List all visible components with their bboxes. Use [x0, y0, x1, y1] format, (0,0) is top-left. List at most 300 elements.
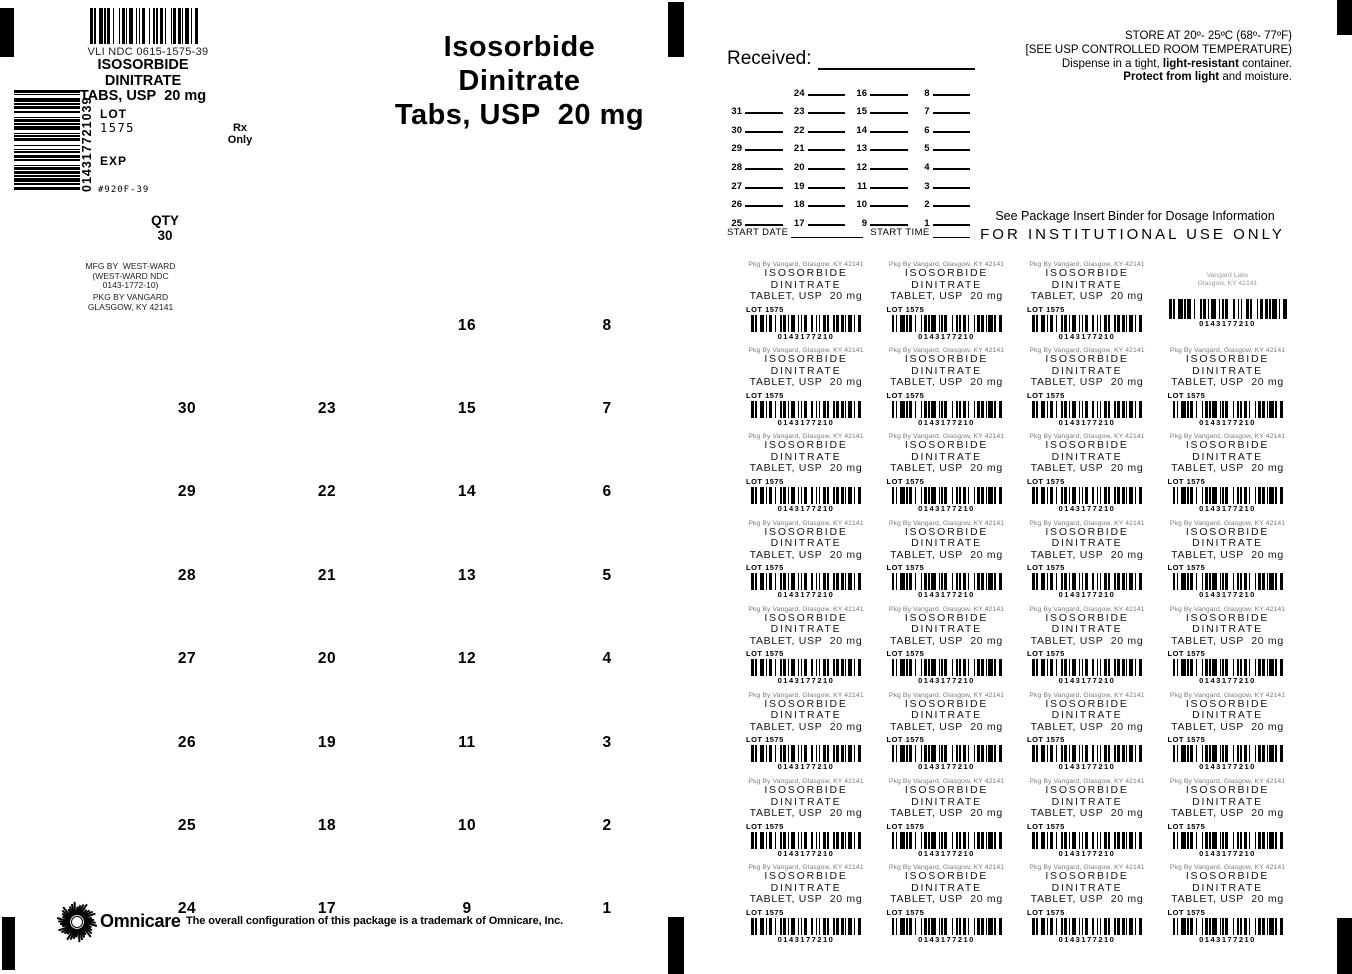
unit-drug-strength-line: TABLET, USP 20 mg — [1030, 376, 1144, 389]
unit-dose-label — [1160, 344, 1296, 430]
day-number: 5 — [924, 143, 930, 155]
schedule-cell — [785, 106, 848, 117]
pkg-by-line: Pkg By Vangard, Glasgow, KY 42141 — [748, 347, 864, 355]
rx-line: Only — [227, 134, 253, 146]
day-number: 26 — [731, 199, 742, 211]
start-date-time-row — [727, 227, 970, 238]
pkg-by-line: Pkg By Vangard, Glasgow, KY 42141 — [1169, 778, 1286, 786]
product-name-line: ISOSORBIDE — [97, 57, 189, 73]
blister-number: 16 — [457, 316, 477, 334]
unit-dose-label — [1160, 689, 1296, 775]
blister-number: 23 — [317, 400, 337, 418]
blister-number: 12 — [457, 650, 477, 668]
schedule-row — [722, 80, 972, 99]
unit-barcode — [892, 573, 1002, 590]
pkg-by-line: Pkg By Vangard, Glasgow, KY 42141 — [1029, 605, 1145, 613]
blister-number: 30 — [177, 400, 197, 418]
pkg-by-line: Pkg By Vangard, Glasgow, KY 42141 — [1169, 691, 1286, 699]
unit-dose-label — [879, 517, 1015, 603]
title-line: Dinitrate — [458, 65, 581, 97]
unit-barcode-number: 0143177210 — [777, 417, 835, 427]
fill-in-line — [808, 94, 846, 96]
pkg-by-line: Pkg By Vangard, Glasgow, KY 42141 — [1029, 261, 1145, 268]
blister-number: 4 — [602, 650, 612, 668]
unit-lot: LOT 1575 — [1167, 821, 1206, 831]
unit-drug-name-line: DINITRATE — [770, 795, 842, 808]
schedule-cell — [847, 162, 910, 173]
schedule-cell — [722, 106, 785, 117]
fill-in-line — [808, 168, 846, 170]
fill-in-line — [745, 205, 783, 207]
barcode-bar — [999, 487, 1002, 504]
unit-drug-name-line: ISOSORBIDE — [764, 784, 848, 797]
schedule-cell — [785, 162, 848, 173]
unit-dose-label — [1019, 430, 1155, 516]
schedule-row — [722, 136, 972, 155]
unit-drug-strength-line: TABLET, USP 20 mg — [890, 548, 1003, 561]
pkg-by-line: Pkg By Vangard, Glasgow, KY 42141 — [748, 778, 864, 786]
day-number: 15 — [856, 106, 867, 118]
pkg-by-line: Pkg By Vangard, Glasgow, KY 42141 — [888, 864, 1005, 872]
fill-in-line — [870, 131, 908, 133]
storage-line — [960, 71, 1292, 85]
barcode-bar — [858, 659, 861, 676]
day-number: 2 — [924, 199, 930, 211]
schedule-row — [722, 154, 972, 173]
barcode-bar — [1280, 832, 1283, 849]
blister-number: 11 — [458, 733, 476, 751]
unit-dose-label — [738, 603, 874, 689]
fill-in-line — [933, 131, 971, 133]
unit-dose-label — [1019, 517, 1155, 603]
vangard-labs-label — [1160, 258, 1296, 344]
unit-dose-label — [1160, 430, 1296, 516]
unit-barcode — [751, 659, 861, 676]
schedule-cell — [785, 181, 848, 192]
unit-drug-name-line: DINITRATE — [770, 364, 842, 377]
unit-barcode — [892, 401, 1002, 418]
unit-barcode-number: 0143177210 — [1058, 848, 1116, 858]
schedule-cell — [910, 162, 973, 173]
unit-drug-name-line: DINITRATE — [1192, 537, 1263, 550]
unit-drug-name-line: ISOSORBIDE — [1045, 784, 1129, 797]
fill-in-line — [870, 205, 908, 207]
unit-barcode — [892, 659, 1002, 676]
unit-barcode — [1173, 832, 1283, 849]
unit-barcode — [751, 487, 861, 504]
unit-drug-strength-line: TABLET, USP 20 mg — [890, 290, 1003, 302]
day-number: 25 — [731, 217, 742, 229]
unit-drug-strength-line: TABLET, USP 20 mg — [1030, 893, 1144, 906]
rx-line: Rx — [232, 122, 248, 134]
schedule-cell — [847, 106, 910, 117]
day-number: 20 — [793, 161, 805, 173]
blister-number: 14 — [457, 483, 477, 501]
unit-drug-name-line: ISOSORBIDE — [904, 870, 989, 883]
unit-barcode — [1173, 573, 1283, 590]
barcode-bar — [1280, 659, 1283, 676]
unit-drug-name-line: DINITRATE — [911, 537, 982, 550]
unit-barcode-number: 0143177210 — [1199, 503, 1256, 513]
unit-barcode-number: 0143177210 — [918, 331, 975, 341]
unit-dose-label — [879, 775, 1015, 861]
fill-in-line — [808, 224, 846, 226]
barcode-bar — [1283, 299, 1286, 319]
title-line: Tabs, USP 20 mg — [394, 99, 645, 131]
dose-schedule-grid — [722, 80, 972, 229]
mfg-line: (WEST-WARD NDC — [92, 270, 169, 281]
unit-drug-name-line: ISOSORBIDE — [1185, 439, 1270, 452]
unit-dose-label — [879, 689, 1015, 775]
unit-drug-name-line: ISOSORBIDE — [1185, 525, 1270, 538]
schedule-cell — [785, 199, 848, 210]
schedule-row — [722, 173, 972, 192]
schedule-cell — [847, 199, 910, 210]
fill-in-line — [808, 112, 846, 114]
blister-number: 17 — [317, 900, 337, 918]
fill-in-line — [808, 187, 846, 189]
unit-drug-name-line: DINITRATE — [911, 795, 982, 808]
unit-barcode — [892, 832, 1002, 849]
qty-label: QTY — [151, 213, 179, 228]
barcode-bar — [999, 315, 1002, 332]
blister-number: 6 — [602, 483, 612, 501]
storage-text: Dispense in a tight, — [1061, 57, 1163, 70]
unit-drug-strength-line: TABLET, USP 20 mg — [1171, 720, 1284, 733]
schedule-cell — [910, 143, 973, 154]
unit-barcode-number: 0143177210 — [918, 934, 975, 944]
blister-number — [117, 284, 257, 367]
dosage-note: See Package Insert Binder for Dosage Information — [995, 209, 1275, 223]
fill-in-line — [808, 149, 846, 151]
unit-barcode — [1032, 832, 1142, 849]
barcode-bar — [999, 832, 1002, 849]
unit-barcode-number: 0143177210 — [777, 762, 835, 772]
unit-dose-label — [738, 344, 874, 430]
blister-number: 25 — [177, 817, 197, 835]
barcode-bar — [999, 659, 1002, 676]
unit-drug-name-line: ISOSORBIDE — [1185, 611, 1270, 624]
mfg-line: 0143-1772-10) — [102, 280, 159, 290]
blister-number: 1 — [602, 900, 612, 918]
day-number: 8 — [924, 87, 930, 99]
unit-drug-name-line: DINITRATE — [770, 623, 842, 636]
unit-dose-label — [1019, 258, 1155, 344]
pkg-by-line: Pkg By Vangard, Glasgow, KY 42141 — [1169, 864, 1286, 872]
unit-dose-label — [879, 344, 1015, 430]
unit-lot: LOT 1575 — [886, 907, 925, 917]
barcode-bar — [1280, 573, 1283, 590]
blister-number: 19 — [317, 733, 337, 751]
product-name-line: TABS, USP 20 mg — [79, 88, 207, 104]
unit-drug-name-line: ISOSORBIDE — [904, 353, 989, 366]
unit-barcode-number: 0143177210 — [1058, 503, 1116, 513]
blister-number: 21 — [317, 566, 337, 584]
schedule-row — [722, 99, 972, 118]
mfg-line: MFG BY WEST-WARD — [85, 261, 176, 271]
fill-in-line — [870, 187, 908, 189]
fill-in-line — [808, 131, 846, 133]
blister-number: 8 — [602, 316, 612, 334]
pkg-by-line: Pkg By Vangard, Glasgow, KY 42141 — [888, 347, 1005, 355]
unit-barcode-number: 0143177210 — [1199, 934, 1256, 944]
registration-mark-top-right — [1337, 0, 1352, 35]
unit-drug-strength-line: TABLET, USP 20 mg — [890, 720, 1003, 733]
pkg-by-line: Pkg By Vangard, Glasgow, KY 42141 — [748, 261, 864, 268]
day-number: 6 — [924, 124, 930, 136]
blister-number: 7 — [602, 400, 612, 418]
fill-in-line — [745, 131, 783, 133]
unit-lot: LOT 1575 — [746, 563, 784, 573]
unit-barcode — [751, 315, 861, 332]
title-line: Isosorbide — [443, 31, 596, 63]
unit-barcode-number: 0143177210 — [1058, 676, 1116, 686]
day-number: 29 — [731, 143, 742, 155]
side-barcode-wrap — [14, 90, 80, 190]
pkg-by-line: Pkg By Vangard, Glasgow, KY 42141 — [748, 864, 864, 872]
blister-number: 22 — [317, 483, 337, 501]
unit-drug-strength-line: TABLET, USP 20 mg — [890, 462, 1003, 475]
schedule-cell — [847, 88, 910, 99]
day-number: 14 — [856, 124, 867, 136]
lot-value: 1575 — [100, 121, 135, 135]
storage-line: STORE AT 20º- 25ºC (68º- 77ºF) — [1125, 30, 1292, 42]
unit-barcode-number: 0143177210 — [1199, 762, 1256, 772]
unit-lot: LOT 1575 — [746, 821, 784, 831]
schedule-cell — [847, 125, 910, 136]
storage-instructions — [960, 30, 1292, 85]
unit-drug-name-line: ISOSORBIDE — [904, 611, 989, 624]
unit-dose-label — [1019, 861, 1155, 947]
pkg-by-line: Pkg By Vangard, Glasgow, KY 42141 — [748, 691, 864, 699]
vangard-line: Vangard Labs — [1206, 272, 1249, 279]
day-number: 28 — [731, 161, 742, 173]
pkg-by-line: Pkg By Vangard, Glasgow, KY 42141 — [1029, 864, 1145, 872]
unit-dose-label — [1160, 861, 1296, 947]
unit-barcode — [1173, 659, 1283, 676]
day-number: 31 — [731, 106, 742, 118]
barcode-bar — [858, 315, 861, 332]
unit-drug-name-line: DINITRATE — [1192, 450, 1263, 463]
unit-drug-name-line: DINITRATE — [770, 709, 842, 722]
unit-barcode-number: 0143177210 — [1199, 319, 1256, 328]
unit-barcode-number: 0143177210 — [1199, 590, 1256, 600]
unit-dose-label — [1019, 775, 1155, 861]
fill-in-line — [870, 149, 908, 151]
pkg-by-line: Pkg By Vangard, Glasgow, KY 42141 — [1029, 433, 1145, 441]
unit-dose-label — [879, 603, 1015, 689]
pkg-by-line: Pkg By Vangard, Glasgow, KY 42141 — [888, 261, 1005, 268]
unit-lot: LOT 1575 — [886, 735, 925, 745]
fill-in-line — [870, 112, 908, 114]
registration-mark-top-center — [668, 2, 684, 57]
unit-lot: LOT 1575 — [1027, 390, 1065, 400]
unit-drug-name-line: ISOSORBIDE — [904, 439, 989, 452]
blister-number: 15 — [457, 400, 477, 418]
unit-barcode-number: 0143177210 — [777, 331, 835, 341]
pkg-by-line: Pkg By Vangard, Glasgow, KY 42141 — [1169, 433, 1286, 441]
fill-in-line — [745, 149, 783, 151]
unit-lot: LOT 1575 — [886, 390, 925, 400]
day-number: 9 — [861, 217, 867, 229]
day-number: 13 — [856, 143, 867, 155]
unit-drug-strength-line: TABLET, USP 20 mg — [749, 462, 863, 475]
unit-barcode — [751, 832, 861, 849]
schedule-cell — [722, 125, 785, 136]
unit-drug-strength-line: TABLET, USP 20 mg — [749, 376, 863, 389]
unit-dose-label — [738, 517, 874, 603]
unit-drug-name-line: ISOSORBIDE — [1185, 353, 1270, 366]
storage-line: [SEE USP CONTROLLED ROOM TEMPERATURE) — [1025, 43, 1292, 56]
unit-drug-name-line: ISOSORBIDE — [904, 697, 989, 710]
unit-drug-name-line: DINITRATE — [911, 278, 982, 291]
unit-drug-name-line: DINITRATE — [1051, 364, 1123, 377]
pkg-by-line: Pkg By Vangard, Glasgow, KY 42141 — [888, 691, 1005, 699]
blister-count-grid — [117, 284, 677, 951]
blister-number: 27 — [177, 650, 197, 668]
barcode-bar — [1280, 487, 1283, 504]
pkg-by-line: Pkg By Vangard, Glasgow, KY 42141 — [888, 778, 1005, 786]
item-code: #920F-39 — [98, 185, 150, 195]
unit-lot: LOT 1575 — [886, 649, 925, 659]
schedule-cell — [910, 88, 973, 99]
fill-in-line — [745, 112, 783, 114]
unit-drug-name-line: DINITRATE — [770, 450, 842, 463]
day-number: 16 — [856, 87, 867, 99]
unit-barcode-number: 0143177210 — [1199, 676, 1256, 686]
unit-barcode-number: 0143177210 — [918, 762, 975, 772]
schedule-cell — [722, 199, 785, 210]
unit-barcode-number: 0143177210 — [1058, 590, 1116, 600]
day-number: 24 — [793, 87, 805, 99]
barcode-bar — [858, 401, 861, 418]
fill-in-line — [745, 224, 783, 226]
unit-lot: LOT 1575 — [1027, 821, 1065, 831]
unit-barcode — [1032, 315, 1142, 332]
start-date-label: START DATE — [727, 227, 789, 238]
schedule-cell — [785, 143, 848, 154]
unit-drug-name-line: DINITRATE — [1192, 623, 1263, 636]
barcode-bar — [858, 918, 861, 935]
blister-number: 13 — [457, 566, 477, 584]
fill-in-line — [933, 205, 971, 207]
barcode-bar — [999, 401, 1002, 418]
barcode-bar — [858, 832, 861, 849]
unit-barcode — [1173, 401, 1283, 418]
received-row — [727, 48, 975, 70]
blister-number: 3 — [602, 733, 612, 751]
day-number: 4 — [924, 161, 930, 173]
unit-lot: LOT 1575 — [1167, 735, 1206, 745]
page-title — [372, 30, 667, 132]
unit-dose-label — [879, 258, 1015, 344]
barcode-bar — [1139, 918, 1142, 935]
blister-number — [257, 284, 397, 367]
unit-barcode — [751, 918, 861, 935]
blister-number: 24 — [177, 900, 197, 918]
day-number: 1 — [924, 217, 930, 229]
barcode-bar — [1280, 401, 1283, 418]
unit-drug-name-line: ISOSORBIDE — [764, 525, 848, 538]
pkg-by-line: Pkg By Vangard, Glasgow, KY 42141 — [1029, 519, 1145, 527]
unit-lot: LOT 1575 — [1027, 907, 1065, 917]
unit-lot: LOT 1575 — [1167, 907, 1206, 917]
barcode-bar — [999, 573, 1002, 590]
schedule-cell — [910, 125, 973, 136]
unit-drug-strength-line: TABLET, USP 20 mg — [890, 634, 1003, 647]
unit-barcode — [751, 745, 861, 762]
barcode-bar — [858, 573, 861, 590]
blister-number: 26 — [177, 733, 197, 751]
unit-lot: LOT 1575 — [746, 304, 784, 314]
fill-in-line — [933, 187, 971, 189]
schedule-row — [722, 210, 972, 229]
unit-drug-name-line: ISOSORBIDE — [1045, 611, 1129, 624]
schedule-row — [722, 192, 972, 211]
unit-dose-label — [879, 861, 1015, 947]
blister-number: 20 — [317, 650, 337, 668]
product-name-line: DINITRATE — [104, 72, 182, 89]
unit-lot: LOT 1575 — [886, 821, 925, 831]
unit-dose-label — [738, 430, 874, 516]
unit-barcode-number: 0143177210 — [918, 848, 975, 858]
barcode-bar — [1280, 918, 1283, 935]
barcode-bar — [14, 187, 80, 190]
unit-barcode — [1032, 573, 1142, 590]
unit-barcode-number: 0143177210 — [1058, 417, 1116, 427]
unit-barcode-number: 0143177210 — [918, 503, 975, 513]
unit-labels-grid — [738, 258, 1300, 948]
schedule-cell — [722, 94, 785, 99]
unit-drug-strength-line: TABLET, USP 20 mg — [1171, 634, 1284, 647]
unit-lot: LOT 1575 — [746, 649, 784, 659]
fill-in-line — [933, 112, 971, 114]
pkg-line: GLASGOW, KY 42141 — [87, 301, 174, 312]
unit-barcode-number: 0143177210 — [1199, 417, 1256, 427]
day-number: 18 — [793, 199, 805, 211]
unit-dose-label — [738, 689, 874, 775]
unit-dose-label — [879, 430, 1015, 516]
storage-line — [960, 58, 1292, 72]
schedule-cell — [722, 162, 785, 173]
unit-drug-name-line: ISOSORBIDE — [1185, 870, 1270, 883]
pkg-by-line: Pkg By Vangard, Glasgow, KY 42141 — [748, 519, 864, 527]
unit-drug-strength-line: TABLET, USP 20 mg — [749, 634, 863, 647]
exp-label: EXP — [100, 154, 128, 168]
unit-drug-name-line: ISOSORBIDE — [1045, 439, 1129, 452]
rx-only-note — [220, 122, 260, 146]
pkg-by-line: Pkg By Vangard, Glasgow, KY 42141 — [888, 433, 1005, 441]
unit-drug-name-line: ISOSORBIDE — [1185, 697, 1270, 710]
unit-drug-name-line: DINITRATE — [1051, 623, 1123, 636]
unit-drug-name-line: DINITRATE — [1192, 795, 1263, 808]
unit-drug-name-line: ISOSORBIDE — [1045, 697, 1129, 710]
pkg-by-line: Pkg By Vangard, Glasgow, KY 42141 — [1169, 605, 1286, 613]
unit-dose-label — [738, 861, 874, 947]
barcode-bar — [1139, 745, 1142, 762]
storage-text-bold: light-resistant — [1162, 57, 1239, 70]
unit-drug-strength-line: TABLET, USP 20 mg — [749, 290, 863, 302]
unit-drug-name-line: ISOSORBIDE — [904, 525, 989, 538]
unit-drug-strength-line: TABLET, USP 20 mg — [749, 807, 863, 820]
unit-barcode — [1032, 401, 1142, 418]
schedule-cell — [785, 125, 848, 136]
barcode-bar — [1280, 745, 1283, 762]
unit-drug-name-line: DINITRATE — [1192, 709, 1263, 722]
barcode-bar — [1139, 487, 1142, 504]
unit-lot: LOT 1575 — [886, 476, 925, 486]
unit-drug-name-line: DINITRATE — [911, 881, 982, 894]
